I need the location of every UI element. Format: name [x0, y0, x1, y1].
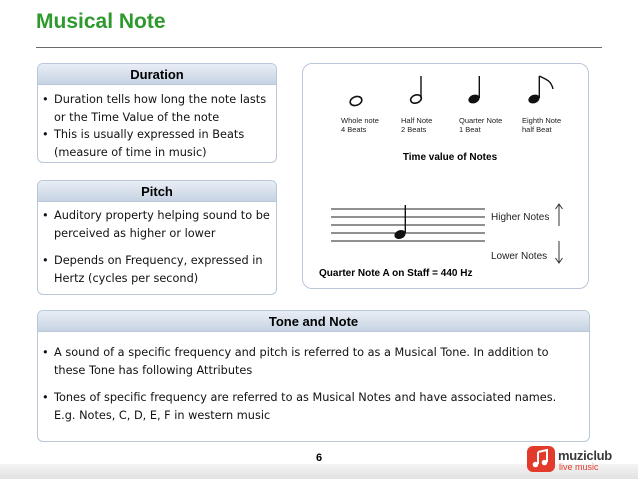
staff-caption: Quarter Note A on Staff = 440 Hz: [319, 268, 473, 279]
staff-quarter-note-icon: [393, 205, 407, 241]
higher-notes-label: Higher Notes: [491, 212, 550, 223]
half-note-name: Half Note: [401, 116, 433, 125]
whole-note-beats: 4 Beats: [341, 125, 367, 134]
half-note-icon: [409, 76, 422, 105]
pitch-heading: Pitch: [38, 181, 276, 202]
arrow-down-icon: [556, 241, 563, 263]
whole-note-icon: [349, 95, 363, 107]
brand-tagline: live music: [559, 462, 599, 472]
eighth-note-name: Eighth Note: [522, 116, 562, 125]
tone-note-list: [38, 332, 589, 424]
whole-note-name: Whole note: [341, 116, 379, 125]
tone-note-panel: [37, 310, 590, 442]
time-value-caption: Time value of Notes: [402, 152, 498, 163]
lower-notes-label: Lower Notes: [491, 251, 548, 262]
music-note-logo-icon: [527, 446, 555, 472]
tone-note-heading: Tone and Note: [38, 311, 589, 332]
pitch-list: [38, 202, 276, 287]
note-values-panel: [302, 63, 589, 289]
staff-lines: [331, 209, 485, 241]
duration-list: [38, 85, 276, 161]
brand-name: muziclub: [558, 448, 612, 463]
quarter-note-name: Quarter Note: [459, 116, 503, 125]
duration-bullet-2: • This is usually expressed in Beats (measure of time in music): [38, 126, 272, 161]
eighth-note-beats: half Beat: [522, 125, 552, 134]
pitch-bullet-2: • Depends on Frequency, expressed in Hertz (cycles per second): [38, 252, 272, 287]
duration-bullet-1: • Duration tells how long the note lasts or the Time Value of the note: [38, 91, 272, 126]
page-number: 6: [315, 452, 323, 464]
quarter-note-icon: [467, 76, 481, 105]
duration-heading: Duration: [38, 64, 276, 85]
title-divider: [36, 47, 602, 48]
note-illustration: [303, 64, 590, 290]
eighth-note-icon: [527, 76, 553, 105]
brand-logo: [527, 444, 637, 479]
arrow-up-icon: [556, 204, 563, 226]
pitch-panel: [37, 180, 277, 295]
duration-panel: [37, 63, 277, 163]
slide-title: Musical Note: [36, 10, 166, 33]
tone-bullet-2: • Tones of specific frequency are referred to as Musical Notes and have associated names. E.g. Notes, C, D, E, F in western music: [38, 389, 579, 424]
pitch-bullet-1: • Auditory property helping sound to be perceived as higher or lower: [38, 207, 272, 242]
quarter-note-beats: 1 Beat: [459, 125, 481, 134]
tone-bullet-1: • A sound of a specific frequency and pitch is referred to as a Musical Tone. In addition to these Tone has following Attributes: [38, 344, 579, 379]
half-note-beats: 2 Beats: [401, 125, 427, 134]
